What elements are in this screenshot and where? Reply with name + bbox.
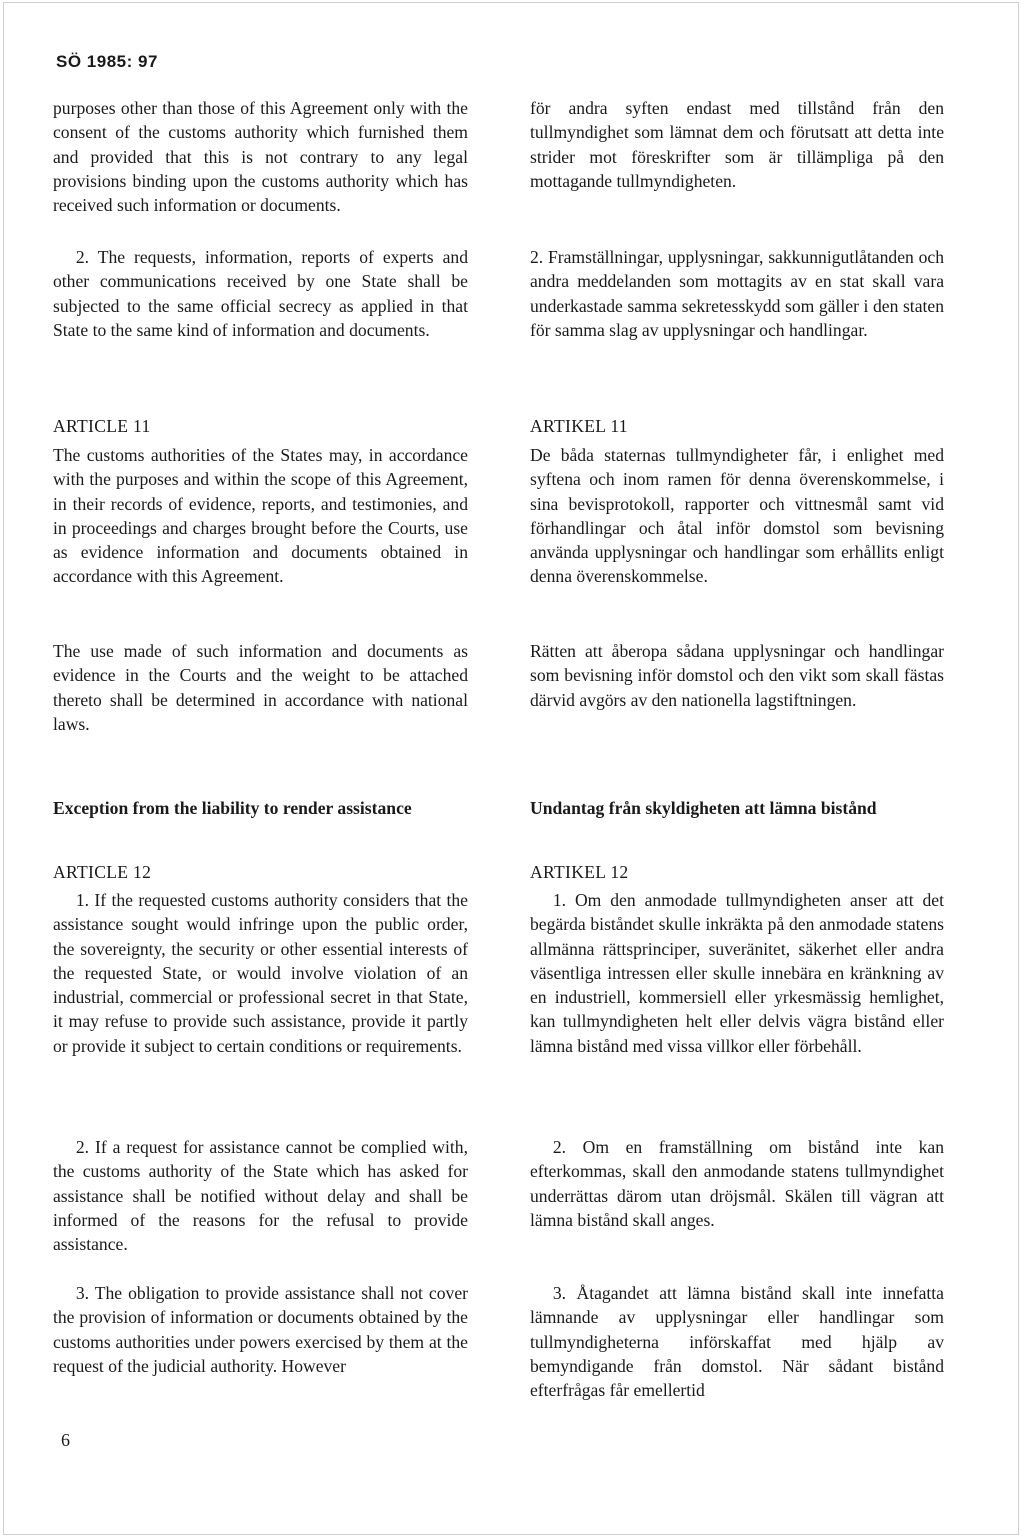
right-exception-title: Undantag från skyldigheten att lämna bistånd [530, 798, 877, 818]
right-article-11-title: ARTIKEL 11 [530, 416, 628, 436]
right-article-12-paragraph-3 [530, 1281, 944, 1402]
right-article-12-heading [530, 860, 944, 884]
right-article-11-heading [530, 414, 944, 438]
left-article-12-text-3: 3. The obligation to provide assistance shall not cover the provision of information or documents obtained by the customs authorities under powers exercised by them at the request of the judicial authority. However [53, 1283, 468, 1376]
right-article-12-paragraph-1 [530, 888, 944, 1058]
document-reference: SÖ 1985: 97 [56, 52, 158, 71]
left-article-11-heading [53, 414, 468, 438]
left-article-11-title: ARTICLE 11 [53, 416, 151, 436]
left-secrecy-paragraph [53, 245, 468, 342]
left-article-12-heading [53, 860, 468, 884]
right-article-12-text-2: 2. Om en framställning om bistånd inte kan efterkommas, skall den anmodande statens tullmyndighet underrättas därom utan dröjsmål. Skälen till vägran att lämna bistånd skall anges. [530, 1137, 944, 1230]
right-article-11-text-1: De båda staternas tullmyndigheter får, i enlighet med syftena och inom ramen för denna överenskommelse, i sina bevisprotokoll, rapporter och vittnesmål samt vid förhandlingar och åtal inför domstol som bevisning använda upplysningar och handlingar som erhållits enligt denna överenskommelse. [530, 445, 944, 587]
left-exception-heading [53, 796, 468, 820]
right-article-11-paragraph-1 [530, 443, 944, 589]
page-number: 6 [61, 1430, 70, 1450]
right-article-11-text-2: Rätten att åberopa sådana upplysningar och handlingar som bevisning inför domstol och den vikt som skall fästas därvid avgörs av den nationella lagstiftningen. [530, 641, 944, 710]
left-article-11-text-1: The customs authorities of the States may, in accordance with the purposes and within the scope of this Agreement, in their records of evidence, reports, and testimonies, and in proceedings and charges brought before the Courts, use as evidence information and documents obtained in accordance with this Agreement. [53, 445, 468, 587]
right-exception-heading [530, 796, 944, 820]
left-intro-text: purposes other than those of this Agreement only with the consent of the customs authority which furnished them and provided that this is not contrary to any legal provisions binding upon the customs authority which has received such information or documents. [53, 98, 468, 216]
left-article-11-paragraph-2 [53, 639, 468, 736]
right-article-12-text-1: 1. Om den anmodade tullmyndigheten anser att det begärda biståndet skulle inkräkta på den anmodade statens allmänna rättsprinciper, suveränitet, säkerhet eller andra väsentliga intressen eller skulle innebära en kränkning av en industriell, kommersiell eller yrkesmässig hemlighet, kan tullmyndigheten helt eller delvis vägra bistånd eller lämna bistånd med vissa villkor eller förbehåll. [530, 890, 944, 1056]
right-article-12-paragraph-2 [530, 1135, 944, 1232]
right-article-12-title: ARTIKEL 12 [530, 862, 629, 882]
left-secrecy-text: 2. The requests, information, reports of experts and other communications received by one State shall be subjected to the same official secrecy as applied in that State to the same kind of information and documents. [53, 247, 468, 340]
right-article-12-text-3: 3. Åtagandet att lämna bistånd skall inte innefatta lämnande av upplysningar eller handlingar som tullmyndigheterna införskaffat med hjälp av bemyndigande från domstol. När sådant bistånd efterfrågas får emellertid [530, 1283, 944, 1401]
left-article-12-text-1: 1. If the requested customs authority considers that the assistance sought would infringe upon the public order, the sovereignty, the security or other essential interests of the requested State, or would involve violation of an industrial, commercial or professional secret in that State, it may refuse to provide such assistance, provide it partly or provide it subject to certain conditions or requirements. [53, 890, 468, 1056]
right-secrecy-paragraph [530, 245, 944, 342]
right-intro-paragraph [530, 96, 944, 193]
left-exception-title: Exception from the liability to render assistance [53, 798, 412, 818]
left-article-12-text-2: 2. If a request for assistance cannot be complied with, the customs authority of the State which has asked for assistance shall be notified without delay and shall be informed of the reasons for the refusal to provide assistance. [53, 1137, 468, 1255]
left-article-12-paragraph-3 [53, 1281, 468, 1378]
right-intro-text: för andra syften endast med tillstånd från den tullmyndighet som lämnat dem och förutsatt att detta inte strider mot föreskrifter som är tillämpliga på den mottagande tullmyndigheten. [530, 98, 944, 191]
right-secrecy-text: 2. Framställningar, upplysningar, sakkunnigutlåtanden och andra meddelanden som mottagits av en stat skall vara underkastade samma sekretesskydd som gäller i den staten för samma slag av upplysningar och handlingar. [530, 247, 944, 340]
left-article-12-paragraph-1 [53, 888, 468, 1058]
left-article-11-text-2: The use made of such information and documents as evidence in the Courts and the weight to be attached thereto shall be determined in accordance with national laws. [53, 641, 468, 734]
left-intro-paragraph [53, 96, 468, 217]
right-article-11-paragraph-2 [530, 639, 944, 712]
left-article-12-title: ARTICLE 12 [53, 862, 152, 882]
left-article-12-paragraph-2 [53, 1135, 468, 1256]
left-article-11-paragraph-1 [53, 443, 468, 589]
